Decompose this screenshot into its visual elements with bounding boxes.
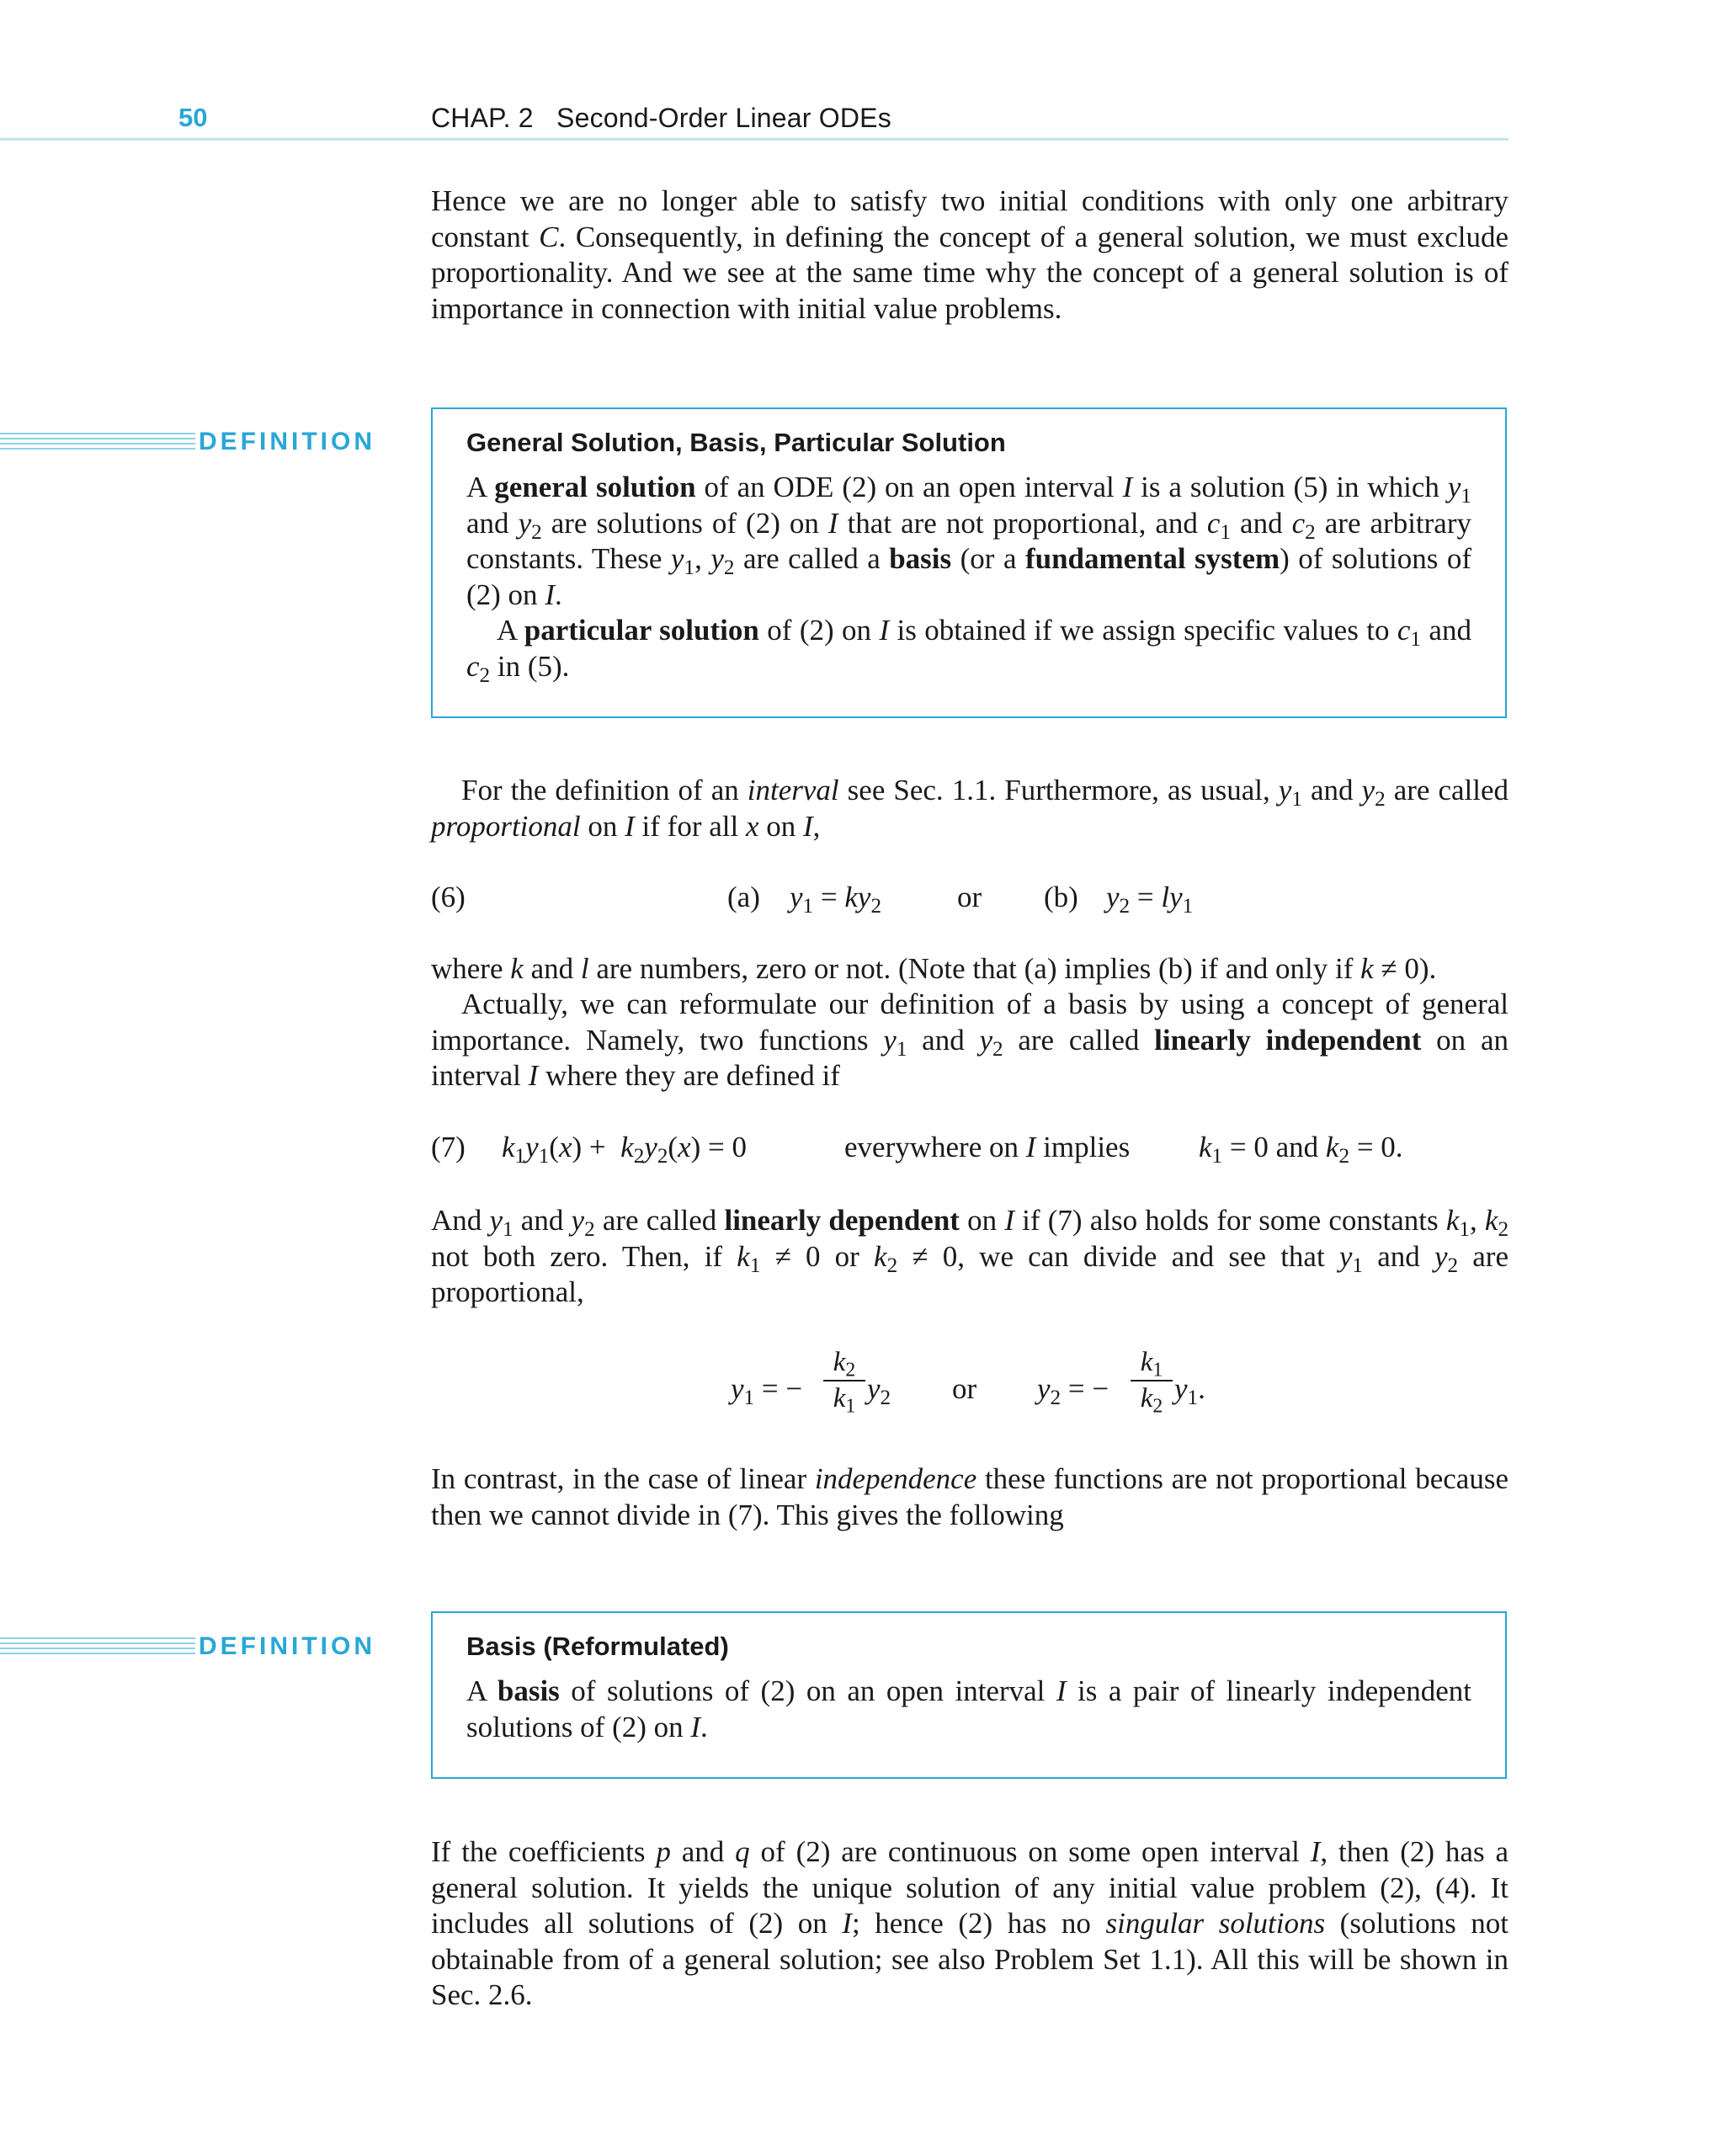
paragraph-linear-dependent: And $y_1$ and $y_2$ are called linearly dependent on I if (7) also holds for some constants $k_1$, $k_2$ not both zero. Then, if $k_1 \ne 0$ or $k_2 \ne 0$, we can divide and see that $y_1$ and $y_2$ are proportional, [431, 1204, 1509, 1308]
equation-y1-lhs: $y_1$ = − [731, 1372, 803, 1410]
definition-text-particular: A particular solution of (2) on I is obtained if we assign specific values to $c_1$ and $c_2$ in (5). [466, 614, 1471, 687]
equation-y2-lhs: $y_2$ = − [1037, 1372, 1109, 1410]
definition-text: A general solution of an ODE (2) on an open interval I is a solution (5) in which $y_1$ and $y_2$ are solutions of (2) on I that are not proportional, and $c_1$ and $c_2$ are arbitrary constants. These $y_1$, $y_2$ are called a basis (or a fundamental system) of solutions of (2) on I. [466, 471, 1471, 611]
definition-rules [0, 433, 195, 450]
definition-box-general-solution [431, 407, 1507, 718]
equation-6-number: (6) [431, 881, 466, 913]
definition-label: DEFINITION [199, 428, 375, 455]
equation-6-b-label: (b) [1044, 881, 1078, 913]
definition-rules-2 [0, 1637, 195, 1654]
definition-label-2: DEFINITION [199, 1632, 375, 1660]
definition-box-basis-reformulated [431, 1611, 1507, 1779]
header-rule [0, 138, 1508, 141]
definition-text-2: A basis of solutions of (2) on an open interval I is a pair of linearly independent solutions of (2) on I. [466, 1674, 1471, 1743]
paragraph-linear-independent: Actually, we can reformulate our definition of a basis by using a concept of general importance. Namely, two functions $y_1$ and $y_2$ are called linearly independent on an interval I where they are defined if [431, 988, 1508, 1092]
equation-or: or [952, 1372, 977, 1405]
equation-6-or: or [957, 881, 982, 913]
paragraph-closing: If the coefficients p and q of (2) are continuous on some open interval I, then (2) has a general solution. It yields the unique solution of any initial value problem (2), (4). It includes all solutions of (2) on I; hence (2) has no singular solutions (solutions not obtainable from of a general solution; see also Problem Set 1.1). All this will be shown in Sec. 2.6. [431, 1835, 1509, 2011]
equation-7-rhs: $k_1 = 0$ and $k_2 = 0$. [1199, 1131, 1403, 1168]
page-number: 50 [178, 103, 208, 132]
fraction-k2-over-k1: $k_2$ $k_1$ [823, 1347, 865, 1414]
paragraph-intro: Hence we are no longer able to satisfy two initial conditions with only one arbitrary constant C. Consequently, in defining the concept of a general solution, we must exclude proportionality. And we see at the same time why the concept of a general solution is of importance in connection with initial value problems. [431, 184, 1508, 325]
equation-6-a: $y_1 = ky_2$ [790, 881, 882, 918]
equation-7-middle: everywhere on I implies [844, 1131, 1131, 1163]
definition-title-2: Basis (Reformulated) [466, 1632, 729, 1661]
paragraph-in-contrast: In contrast, in the case of linear independence these functions are not proportional because then we cannot divide in (7). This gives the following [431, 1462, 1508, 1531]
paragraph-where-k-l: where k and l are numbers, zero or not. (Note that (a) implies (b) if and only if k ≠ 0). [431, 952, 1437, 985]
equation-y1-rhs: $y_2$ [867, 1372, 891, 1410]
equation-6-a-label: (a) [727, 881, 760, 913]
fraction-k1-over-k2: $k_1$ $k_2$ [1131, 1347, 1173, 1414]
equation-y2-rhs: $y_1$. [1174, 1372, 1205, 1410]
running-title: CHAP. 2 Second-Order Linear ODEs [431, 103, 891, 133]
paragraph-proportional: For the definition of an interval see Sec. 1.1. Furthermore, as usual, $y_1$ and $y_2$ are called proportional on I if for all x on I, [431, 774, 1508, 843]
equation-6-b: $y_2 = ly_1$ [1106, 881, 1194, 918]
equation-7-lhs: $k_1y_1(x) + k_2y_2(x) = 0$ [502, 1131, 748, 1168]
definition-title: General Solution, Basis, Particular Solution [466, 428, 1006, 457]
equation-7-number: (7) [431, 1131, 466, 1163]
